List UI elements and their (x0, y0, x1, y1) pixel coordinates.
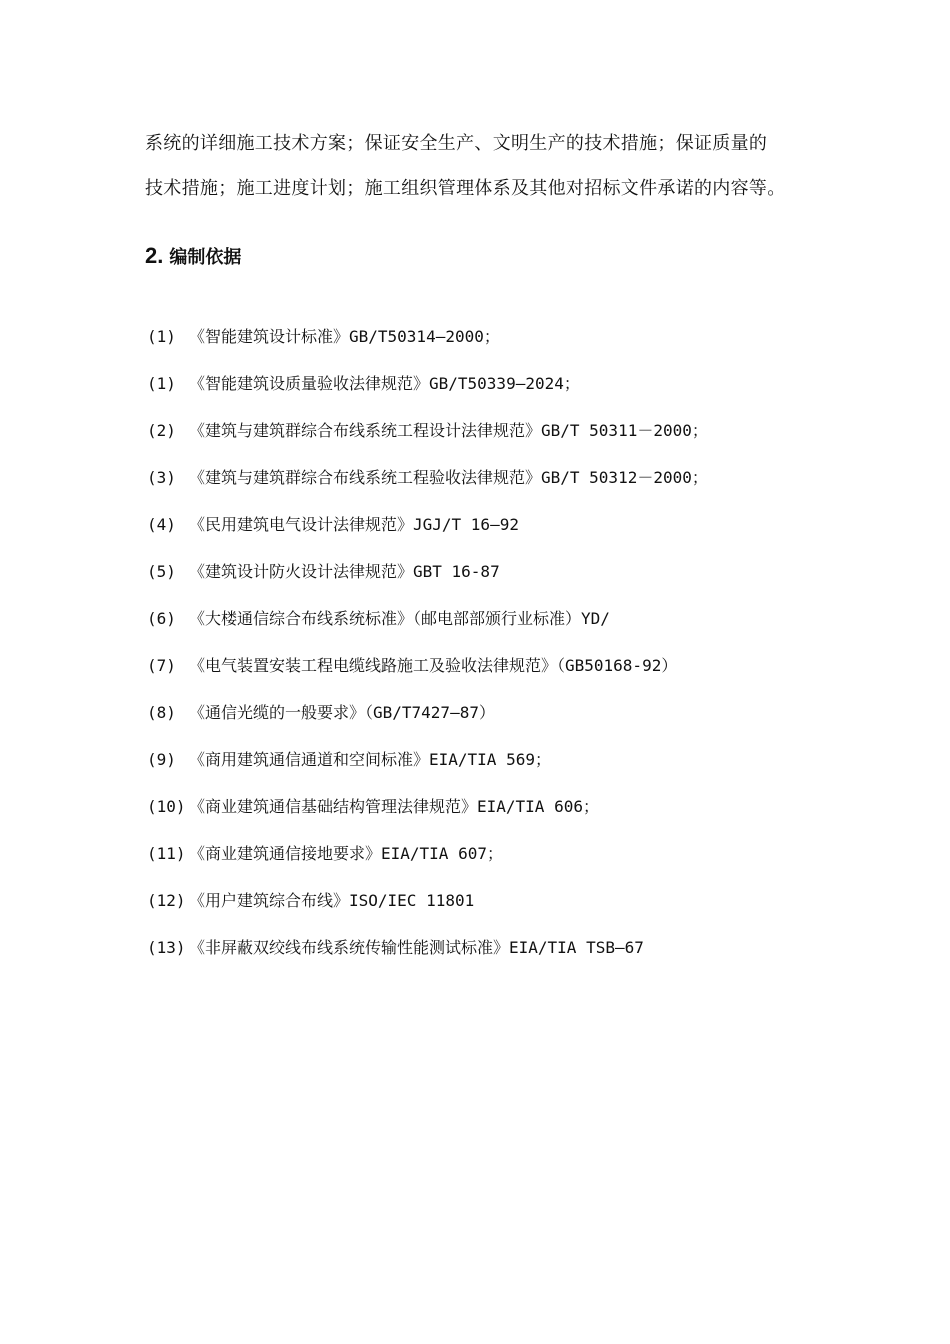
reference-item (147, 656, 847, 703)
section-title: 编制依据 (169, 247, 242, 268)
reference-text: 《智能建筑设计标准》GB/T50314—2000； (189, 327, 500, 346)
reference-item (147, 609, 847, 656)
reference-text: 《商业建筑通信接地要求》EIA/TIA 607； (189, 844, 503, 863)
reference-index: (9) (147, 750, 176, 769)
reference-item (147, 750, 847, 797)
reference-item (147, 327, 847, 374)
reference-item (147, 421, 847, 468)
reference-item (147, 797, 847, 844)
reference-text: 《商业建筑通信基础结构管理法律规范》EIA/TIA 606； (189, 797, 599, 816)
reference-text: 《建筑与建筑群综合布线系统工程设计法律规范》GB/T 50311－2000； (189, 421, 708, 440)
reference-item (147, 844, 847, 891)
reference-index: (2) (147, 421, 176, 440)
reference-item (147, 374, 847, 421)
reference-index: (7) (147, 656, 176, 675)
reference-text: 《电气装置安装工程电缆线路施工及验收法律规范》（GB50168-92） (189, 656, 678, 675)
reference-item (147, 891, 847, 938)
reference-item (147, 515, 847, 562)
reference-list (147, 327, 847, 985)
reference-text: 《用户建筑综合布线》ISO/IEC 11801 (189, 891, 475, 910)
reference-text: 《民用建筑电气设计法律规范》JGJ/T 16—92 (189, 515, 519, 534)
intro-line: 系统的详细施工技术方案；保证安全生产、文明生产的技术措施；保证质量的 (145, 133, 768, 154)
reference-text: 《商用建筑通信通道和空间标准》EIA/TIA 569； (189, 750, 551, 769)
reference-index: (3) (147, 468, 176, 487)
intro-paragraph (145, 121, 815, 211)
reference-index: (1) (147, 327, 176, 346)
reference-item (147, 562, 847, 609)
reference-index: (13) (147, 938, 186, 957)
reference-text: 《建筑与建筑群综合布线系统工程验收法律规范》GB/T 50312－2000； (189, 468, 708, 487)
reference-index: (5) (147, 562, 176, 581)
reference-index: (1) (147, 374, 176, 393)
reference-item (147, 468, 847, 515)
reference-index: (11) (147, 844, 186, 863)
reference-text: 《大楼通信综合布线系统标准》（邮电部部颁行业标准）YD/ (189, 609, 610, 628)
reference-item (147, 703, 847, 750)
reference-text: 《智能建筑设质量验收法律规范》GB/T50339—2024； (189, 374, 580, 393)
reference-item (147, 938, 847, 985)
reference-text: 《非屏蔽双绞线布线系统传输性能测试标准》EIA/TIA TSB—67 (189, 938, 644, 957)
reference-index: (8) (147, 703, 176, 722)
section-number: 2. (145, 243, 164, 268)
reference-text: 《通信光缆的一般要求》（GB/T7427—87） (189, 703, 495, 722)
reference-index: (10) (147, 797, 186, 816)
reference-text: 《建筑设计防火设计法律规范》GBT 16-87 (189, 562, 500, 581)
intro-line: 技术措施；施工进度计划；施工组织管理体系及其他对招标文件承诺的内容等。 (145, 178, 786, 199)
reference-index: (12) (147, 891, 186, 910)
reference-index: (6) (147, 609, 176, 628)
section-heading (145, 243, 241, 269)
reference-index: (4) (147, 515, 176, 534)
